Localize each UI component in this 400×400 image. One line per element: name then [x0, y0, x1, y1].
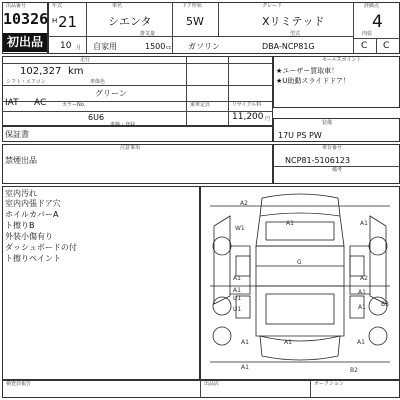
damage-mark: A1	[286, 220, 294, 227]
chassis-code-label: 型式	[290, 31, 301, 37]
grade-label: グレード	[262, 3, 283, 9]
damage-mark: A2	[360, 275, 368, 282]
sales-point-label: 注意事項	[120, 145, 141, 151]
feature-line-1: ★ユーザー買取車！	[276, 67, 339, 75]
mileage: 102,327	[20, 66, 62, 77]
recycle-label: リサイクル料	[232, 102, 262, 108]
damage-mark: A1	[241, 364, 249, 371]
chassis-number: NCP81-5106123	[285, 156, 351, 165]
color-label: 車体色	[90, 79, 106, 85]
ac: AC	[34, 98, 47, 108]
model-label: 車名	[112, 3, 123, 9]
divider	[48, 36, 353, 37]
lot-label: 出品番号	[6, 3, 27, 9]
year-prefix: H	[52, 17, 58, 25]
inspector-line: 外装小傷有り	[5, 232, 53, 241]
divider	[353, 2, 354, 54]
chassis-label: 車台番号	[322, 145, 343, 151]
month-unit: 月	[76, 45, 82, 51]
damage-mark: G	[297, 259, 302, 266]
divider	[172, 2, 173, 54]
year-label: 年式	[52, 3, 63, 9]
color-no-label: カラーNo.	[62, 102, 86, 108]
car-diagram	[200, 186, 400, 380]
divider	[2, 63, 273, 64]
shift: IAT	[5, 98, 19, 108]
recycle-unit: 円	[265, 116, 271, 122]
exterior-score: C	[383, 41, 390, 51]
vehicle-notes-label: 車検・登録	[110, 122, 136, 128]
footer-mid-label: 出品店	[204, 381, 220, 387]
usage: 自家用	[93, 42, 117, 51]
damage-mark: B3	[381, 301, 389, 308]
score: 4	[372, 12, 383, 32]
color: グリーン	[95, 89, 127, 98]
equipment: 17U PS PW	[278, 131, 322, 140]
extra-label: 備考	[332, 167, 343, 173]
damage-mark: B2	[350, 367, 358, 374]
divider	[186, 56, 187, 126]
divider	[310, 380, 311, 398]
body-label: ドア形状	[182, 3, 202, 9]
divider	[376, 38, 377, 54]
grade: Xリミテッド	[262, 15, 325, 28]
lot-number: 10326	[3, 10, 49, 28]
first-listing-label: 初出品	[6, 35, 43, 49]
seats-label: 乗車定員	[190, 102, 211, 108]
inspector-line: ホイルカバーA	[5, 210, 59, 219]
damage-mark: A1	[358, 289, 366, 296]
damage-mark: U1	[233, 295, 242, 302]
documents: 保証書	[5, 130, 29, 139]
footer-right-label: オークション	[314, 381, 344, 387]
footer-left-label: 検査員報告	[6, 381, 32, 387]
damage-mark: A1	[357, 339, 365, 346]
model: シエンタ	[108, 15, 152, 28]
damage-mark: A1	[233, 287, 241, 294]
damage-mark: U1	[233, 306, 242, 313]
inspector-line: ト擦りB	[5, 221, 35, 230]
damage-mark: A1	[241, 339, 249, 346]
divider	[2, 85, 273, 86]
sales-point-text: 禁煙出品	[5, 156, 37, 165]
mileage-unit: km	[68, 66, 84, 77]
damage-mark: A1	[233, 275, 241, 282]
shift-label: シフト・エアコン	[6, 79, 46, 85]
inspector-line: ト擦りペイント	[5, 254, 61, 263]
displacement-unit: cc	[166, 45, 172, 51]
body-type: 5W	[186, 15, 204, 28]
chassis-code: DBA-NCP81G	[262, 42, 315, 51]
score-label: 評価点	[364, 3, 380, 9]
divider	[218, 2, 219, 36]
first-listing-badge	[3, 33, 47, 52]
equipment-label: 装備	[322, 120, 333, 126]
color-no: 6U6	[88, 113, 105, 122]
year: 21	[58, 13, 78, 31]
features-label: セールスポイント	[322, 57, 362, 63]
interior-score: C	[361, 41, 368, 51]
inspector-line: 室内内張ドア穴	[5, 199, 61, 208]
damage-mark: W1	[235, 225, 245, 232]
documents-box	[2, 126, 273, 142]
inspector-line: ダッシュボードの付	[5, 243, 77, 252]
inspector-line: 室内汚れ	[5, 189, 37, 198]
recycle-fee: 11,200	[232, 112, 264, 122]
divider	[228, 56, 229, 126]
damage-mark: A1	[358, 304, 366, 311]
displacement: 1500	[145, 42, 166, 51]
damage-mark: A1	[360, 220, 368, 227]
damage-mark: A2	[240, 200, 248, 207]
displacement-label: 排気量	[140, 31, 156, 37]
month: 10	[60, 41, 72, 51]
damage-mark: A1	[284, 339, 292, 346]
mileage-label: 走行	[80, 57, 91, 63]
interior-label: 内装	[362, 31, 373, 37]
divider	[200, 380, 201, 398]
feature-line-2: ★U助動スライドドア！	[276, 77, 350, 85]
fuel: ガソリン	[188, 42, 220, 51]
divider	[86, 2, 87, 54]
